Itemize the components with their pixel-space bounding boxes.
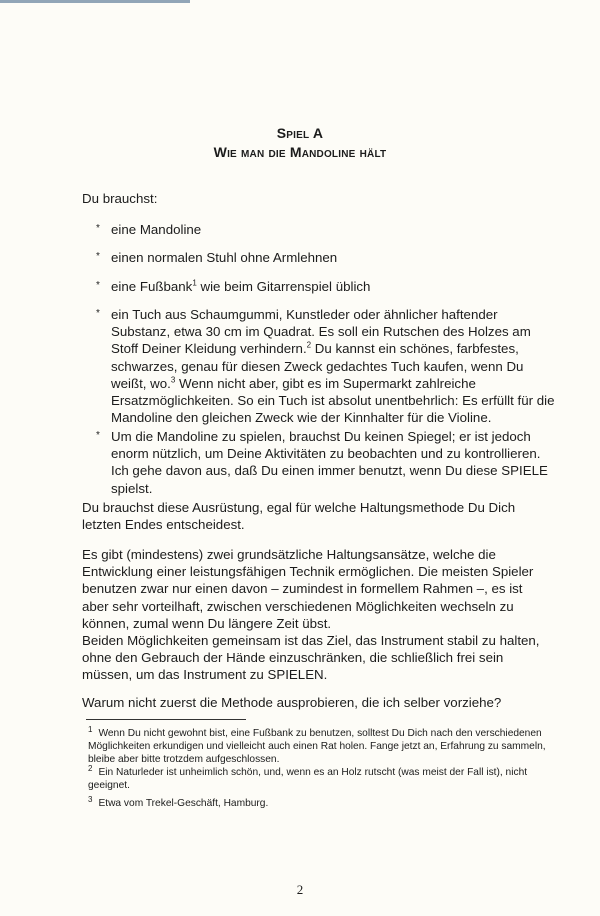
footnote-number: 2 — [88, 763, 93, 773]
body-paragraph: Warum nicht zuerst die Methode ausprobieren, die ich selber vorziehe? — [82, 695, 502, 710]
footnote-text: Ein Naturleder ist unheimlich schön, und, wenn es an Holz rutscht (was meist der Fall ist), nicht geeignet. — [88, 767, 528, 792]
bullet-mark: * — [96, 251, 100, 262]
list-item-text: eine Fußbank$^1$ wie beim Gitarrenspiel üblich — [111, 278, 371, 294]
list-item-text: Um die Mandoline zu spielen, brauchst Du keinen Spiegel; er ist jedoch enorm nützlich, um Deine Aktivitäten zu beobachten und zu kontrollieren. Ich gehe davon aus, daß Du einen immer benutzt, wenn Du diese SPIELE spielst. — [111, 429, 548, 496]
footnote-ref: 1 — [192, 278, 197, 288]
chapter-title-line-2: Wie man die Mandoline hält — [213, 144, 387, 160]
list-item-text: einen normalen Stuhl ohne Armlehnen — [111, 250, 338, 265]
bullet-mark: * — [96, 308, 100, 319]
list-item-text: ein Tuch aus Schaumgummi, Kunstleder oder ähnlicher haftender Substanz, etwa 30 cm im Quadrat. Es soll ein Rutschen des Holzes am Stoff Deiner Kleidung verhindern.$^2$ Du kannst ein schönes, farbfestes, schwarzes, genau für diesen Zweck gedachtes Tuch kaufen, wenn Du weißt, wo.$^3$ Wenn nicht aber, gibt es im Supermarkt zahlreiche Ersatzmöglichkeiten. So ein Tuch ist absolut unentbehrlich: Es erfüllt für die Mandoline den gleichen Zweck wie der Kinnhalter für die Violine. — [111, 307, 555, 426]
footnote-ref: 3 — [170, 375, 176, 385]
list-item-text: eine Mandoline — [111, 222, 202, 237]
intro-text: Du brauchst: — [82, 191, 158, 206]
list-item — [96, 221, 556, 238]
list-item — [96, 278, 556, 295]
footnote-text: Etwa vom Trekel-Geschäft, Hamburg. — [98, 798, 269, 809]
footnote-number: 3 — [88, 794, 93, 804]
list-item — [96, 428, 556, 497]
bullet-mark: * — [96, 430, 100, 441]
body-paragraph: Du brauchst diese Ausrüstung, egal für welche Haltungsmethode Du Dich letzten Endes entscheidest. — [82, 500, 516, 533]
footnote-number: 1 — [88, 724, 93, 734]
bullet-mark: * — [96, 280, 100, 291]
footnote-ref: 2 — [306, 340, 312, 350]
chapter-title-line-1: Spiel A — [276, 125, 324, 141]
chapter-title — [0, 124, 600, 162]
footnote — [88, 794, 568, 810]
list-item — [96, 249, 556, 266]
body-paragraph: Beiden Möglichkeiten gemeinsam ist das Ziel, das Instrument stabil zu halten, ohne den Gebrauch der Hände einzuschränken, die schließlich frei sein müssen, um das Instrument zu SPIELEN. — [82, 633, 540, 683]
footnote-separator — [86, 719, 246, 720]
list-item — [96, 306, 556, 426]
bullet-mark: * — [96, 223, 100, 234]
footnote — [88, 724, 568, 767]
footnote-text: Wenn Du nicht gewohnt bist, eine Fußbank zu benutzen, solltest Du Dich nach den verschiedenen Möglichkeiten erkundigen und vielleicht auch einen Rat holen. Fange jetzt an, Erfahrung zu sammeln, bleibe aber bitte trotzdem aufgeschlossen. — [88, 728, 546, 766]
page-number: 2 — [296, 882, 304, 897]
footnote — [88, 763, 568, 792]
body-paragraph: Es gibt (mindestens) zwei grundsätzliche Haltungsansätze, welche die Entwicklung einer leistungsfähigen Technik ermöglichen. Die meisten Spieler benutzen zwar nur einen davon – zumindest in formellem Rahmen –, es ist aber sehr vorteilhaft, zwischen verschiedenen Möglichkeiten wechseln zu können, zumal wenn Du längere Zeit übst. — [82, 547, 534, 631]
